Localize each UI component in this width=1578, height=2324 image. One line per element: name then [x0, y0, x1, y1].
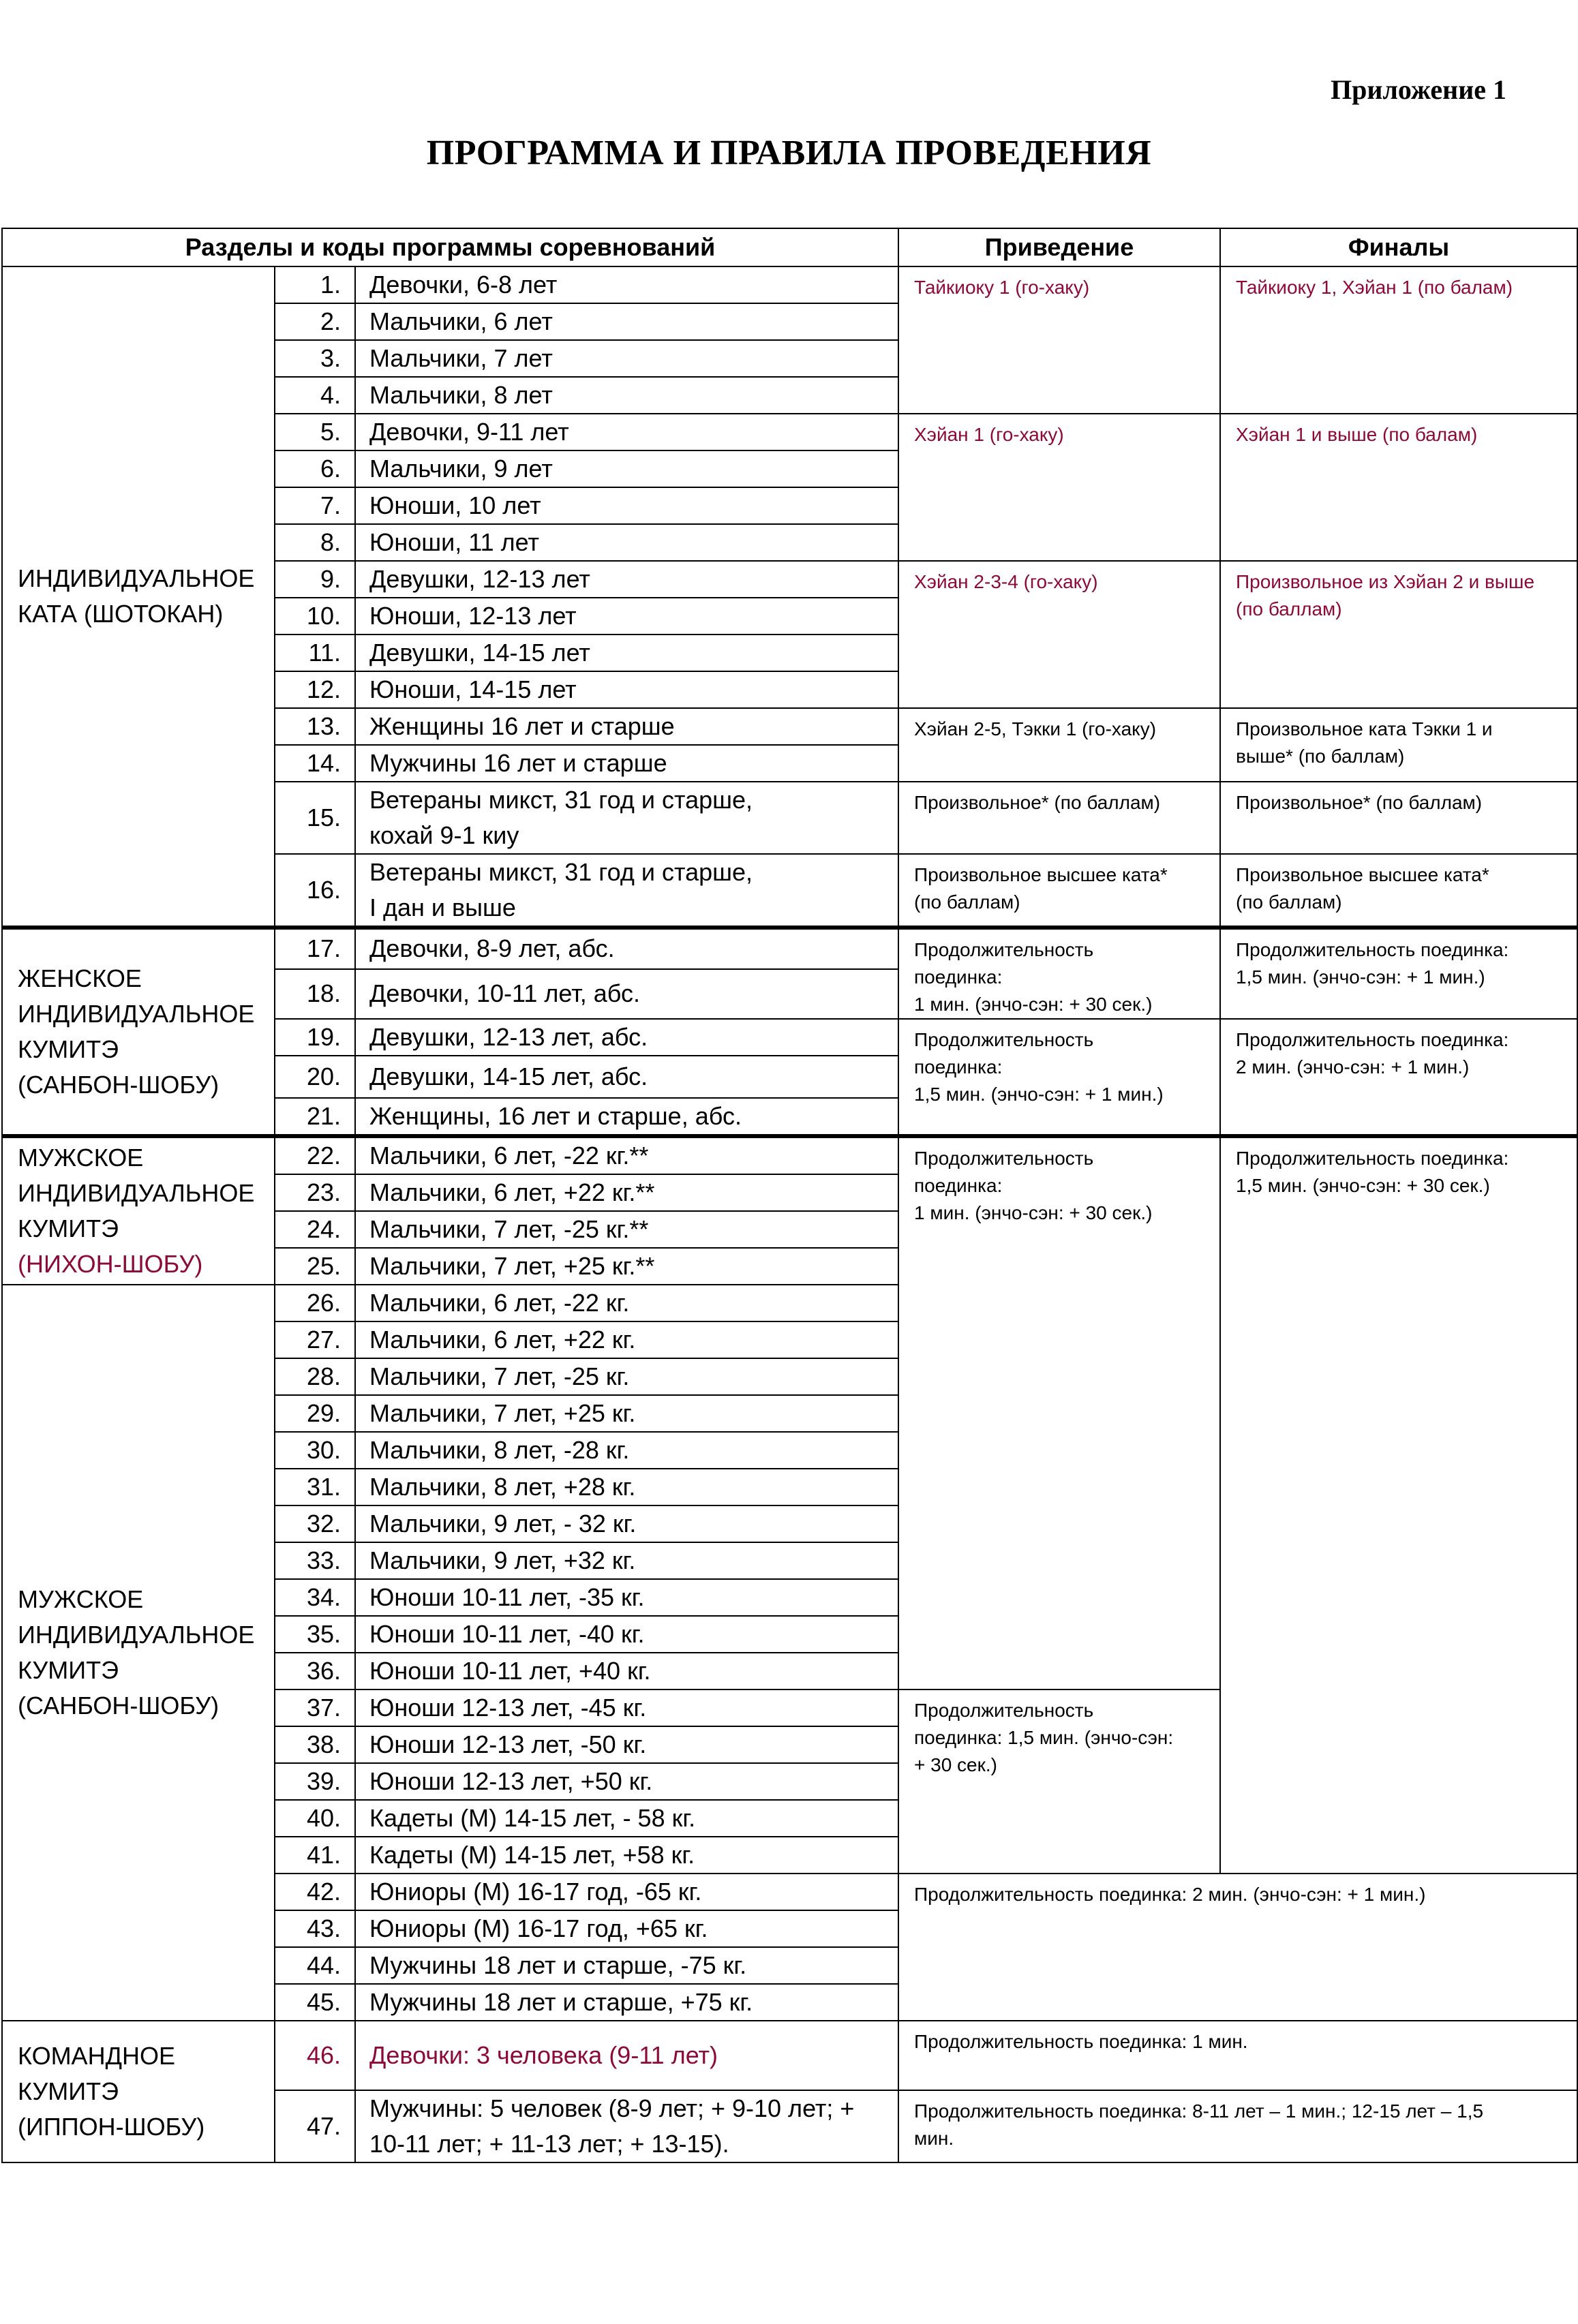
section-line: КУМИТЭ: [18, 2077, 119, 2105]
row-category: Кадеты (М) 14-15 лет, +58 кг.: [355, 1837, 898, 1874]
row-number: 47.: [275, 2090, 355, 2162]
row-number: 28.: [275, 1358, 355, 1395]
row-number: 8.: [275, 524, 355, 561]
row-number: 29.: [275, 1395, 355, 1432]
row-category: Мальчики, 7 лет, +25 кг.**: [355, 1248, 898, 1285]
section-line: ИНДИВИДУАЛЬНОЕ: [18, 1000, 255, 1028]
row-category: Юноши 10-11 лет, +40 кг.: [355, 1653, 898, 1690]
combined-rule-line: Продолжительность поединка: 8-11 лет – 1 мин.; 12-15 лет – 1,5: [914, 2100, 1484, 2122]
row-number: 26.: [275, 1285, 355, 1321]
prelim-rule: [898, 928, 1220, 1019]
combined-rule: Продолжительность поединка: 1 мин.: [898, 2021, 1577, 2090]
table-row: [2, 1136, 1577, 1174]
table-row: [2, 928, 1577, 969]
row-number: 27.: [275, 1321, 355, 1358]
appendix-label: Приложение 1: [1331, 74, 1506, 105]
row-category: Мальчики, 6 лет, +22 кг.: [355, 1321, 898, 1358]
row-number: 34.: [275, 1579, 355, 1616]
section-line: (САНБОН-ШОБУ): [18, 1692, 219, 1719]
row-number: 35.: [275, 1616, 355, 1653]
final-rule: [1220, 708, 1577, 782]
final-rule-line: выше* (по баллам): [1236, 746, 1405, 767]
row-category: Мужчины 16 лет и старше: [355, 745, 898, 782]
row-number: 33.: [275, 1542, 355, 1579]
row-category: Девушки, 14-15 лет, абс.: [355, 1056, 898, 1098]
row-category: Юноши 12-13 лет, +50 кг.: [355, 1763, 898, 1800]
final-rule-line: Продолжительность поединка:: [1236, 1148, 1509, 1169]
row-category: Мальчики, 8 лет, +28 кг.: [355, 1469, 898, 1505]
row-category: Юниоры (М) 16-17 год, -65 кг.: [355, 1874, 898, 1910]
row-category: Юноши, 11 лет: [355, 524, 898, 561]
combined-rule: [898, 2090, 1577, 2162]
prelim-rule-line: (по баллам): [914, 891, 1020, 913]
row-category: Девочки, 8-9 лет, абс.: [355, 928, 898, 969]
section-team-kumite: [2, 2021, 275, 2162]
section-line: МУЖСКОЕ: [18, 1144, 144, 1172]
row-category: Мальчики, 7 лет, -25 кг.**: [355, 1211, 898, 1248]
row-category: Мужчины 18 лет и старше, -75 кг.: [355, 1947, 898, 1984]
row-category: Девушки, 12-13 лет, абс.: [355, 1019, 898, 1056]
prelim-rule: Хэйан 2-5, Тэкки 1 (го-хаку): [898, 708, 1220, 782]
row-category: Женщины 16 лет и старше: [355, 708, 898, 745]
row-category-line: кохай 9-1 киу: [369, 821, 519, 849]
row-category: Мальчики, 6 лет, +22 кг.**: [355, 1174, 898, 1211]
row-category: Мальчики, 7 лет: [355, 340, 898, 377]
row-number: 4.: [275, 377, 355, 414]
section-men-kumite-sanbon: [2, 1285, 275, 2021]
final-rule: Тайкиоку 1, Хэйан 1 (по балам): [1220, 266, 1577, 414]
row-category: Кадеты (М) 14-15 лет, - 58 кг.: [355, 1800, 898, 1837]
section-kata-line2: КАТА (ШОТОКАН): [18, 600, 224, 628]
final-rule-line: Произвольное ката Тэкки 1 и: [1236, 718, 1493, 739]
row-number: 41.: [275, 1837, 355, 1874]
prelim-rule-line: 1 мин. (энчо-сэн: + 30 сек.): [914, 994, 1153, 1015]
row-number: 32.: [275, 1505, 355, 1542]
row-category: [355, 782, 898, 854]
row-category: Мальчики, 6 лет: [355, 303, 898, 340]
section-line: (ИППОН-ШОБУ): [18, 2113, 205, 2141]
row-number: 16.: [275, 854, 355, 928]
row-number: 24.: [275, 1211, 355, 1248]
row-number: 17.: [275, 928, 355, 969]
final-rule-line: Произвольное из Хэйан 2 и выше: [1236, 571, 1535, 592]
prelim-rule: Хэйан 2-3-4 (го-хаку): [898, 561, 1220, 708]
section-line: (НИХОН-ШОБУ): [18, 1250, 203, 1278]
prelim-rule-line: поединка: 1,5 мин. (энчо-сэн:: [914, 1727, 1174, 1748]
row-number: 25.: [275, 1248, 355, 1285]
row-number: 3.: [275, 340, 355, 377]
prelim-rule: Тайкиоку 1 (го-хаку): [898, 266, 1220, 414]
row-number: 10.: [275, 598, 355, 634]
prelim-rule: [898, 1690, 1220, 1874]
row-category: Юноши, 10 лет: [355, 487, 898, 524]
row-category: Мальчики, 9 лет: [355, 450, 898, 487]
final-rule-line: Продолжительность поединка:: [1236, 1029, 1509, 1050]
row-number: 15.: [275, 782, 355, 854]
row-number: 1.: [275, 266, 355, 303]
row-number: 37.: [275, 1690, 355, 1726]
section-line: КОМАНДНОЕ: [18, 2042, 175, 2070]
row-category: Мальчики, 6 лет, -22 кг.: [355, 1285, 898, 1321]
row-category: Женщины, 16 лет и старше, абс.: [355, 1098, 898, 1136]
row-category-line: Ветераны микст, 31 год и старше,: [369, 858, 753, 886]
row-number: 7.: [275, 487, 355, 524]
row-category: Юноши 10-11 лет, -35 кг.: [355, 1579, 898, 1616]
section-men-kumite-nihon: [2, 1136, 275, 1285]
section-kata-line1: ИНДИВИДУАЛЬНОЕ: [18, 564, 255, 592]
final-rule-line: 1,5 мин. (энчо-сэн: + 30 сек.): [1236, 1175, 1490, 1196]
final-rule: [1220, 854, 1577, 928]
row-category: Девочки, 10-11 лет, абс.: [355, 969, 898, 1019]
final-rule-line: 2 мин. (энчо-сэн: + 1 мин.): [1236, 1056, 1470, 1077]
row-category: Мальчики, 7 лет, +25 кг.: [355, 1395, 898, 1432]
row-category: [355, 2090, 898, 2162]
prelim-rule-line: поединка:: [914, 1056, 1003, 1077]
row-number: 20.: [275, 1056, 355, 1098]
row-number: 23.: [275, 1174, 355, 1211]
row-category: Мальчики, 6 лет, -22 кг.**: [355, 1136, 898, 1174]
final-rule-line: Произвольное высшее ката*: [1236, 864, 1489, 885]
row-category: Юноши 10-11 лет, -40 кг.: [355, 1616, 898, 1653]
prelim-rule-line: 1,5 мин. (энчо-сэн: + 1 мин.): [914, 1084, 1164, 1105]
final-rule: [1220, 1019, 1577, 1136]
row-number: 2.: [275, 303, 355, 340]
section-line: (САНБОН-ШОБУ): [18, 1071, 219, 1099]
prelim-rule-line: поединка:: [914, 1175, 1003, 1196]
table-row: [2, 2021, 1577, 2090]
row-category: Мужчины 18 лет и старше, +75 кг.: [355, 1984, 898, 2021]
row-category: Юниоры (М) 16-17 год, +65 кг.: [355, 1910, 898, 1947]
row-number: 44.: [275, 1947, 355, 1984]
section-line: КУМИТЭ: [18, 1656, 119, 1684]
section-line: ЖЕНСКОЕ: [18, 964, 142, 992]
row-number: 42.: [275, 1874, 355, 1910]
row-category: Девочки, 9-11 лет: [355, 414, 898, 450]
section-women-kumite: [2, 928, 275, 1136]
prelim-rule-line: 1 мин. (энчо-сэн: + 30 сек.): [914, 1202, 1153, 1223]
row-number: 45.: [275, 1984, 355, 2021]
row-number: 31.: [275, 1469, 355, 1505]
prelim-rule: [898, 1019, 1220, 1136]
prelim-rule-line: Продолжительность: [914, 1148, 1094, 1169]
row-category: Юноши, 14-15 лет: [355, 671, 898, 708]
section-line: КУМИТЭ: [18, 1214, 119, 1242]
prelim-rule: Произвольное* (по баллам): [898, 782, 1220, 854]
row-number: 19.: [275, 1019, 355, 1056]
row-category-line: I дан и выше: [369, 893, 516, 921]
table-header-row: [2, 228, 1577, 266]
row-category: Мальчики, 8 лет, -28 кг.: [355, 1432, 898, 1469]
section-line: КУМИТЭ: [18, 1035, 119, 1063]
row-number: 13.: [275, 708, 355, 745]
prelim-rule: [898, 1136, 1220, 1690]
page-title: ПРОГРАММА И ПРАВИЛА ПРОВЕДЕНИЯ: [426, 134, 1152, 172]
prelim-rule-line: Продолжительность: [914, 1700, 1094, 1721]
row-category: Девочки: 3 человека (9-11 лет): [355, 2021, 898, 2090]
final-rule: [1220, 928, 1577, 1019]
row-number: 5.: [275, 414, 355, 450]
row-number: 43.: [275, 1910, 355, 1947]
row-category: Девочки, 6-8 лет: [355, 266, 898, 303]
row-number: 6.: [275, 450, 355, 487]
section-line: ИНДИВИДУАЛЬНОЕ: [18, 1179, 255, 1207]
row-number: 12.: [275, 671, 355, 708]
final-rule-line: (по баллам): [1236, 891, 1342, 913]
row-number: 36.: [275, 1653, 355, 1690]
final-rule: [1220, 561, 1577, 708]
row-number: 21.: [275, 1098, 355, 1136]
prelim-rule-line: Продолжительность: [914, 1029, 1094, 1050]
combined-rule: Продолжительность поединка: 2 мин. (энчо-сэн: + 1 мин.): [898, 1874, 1577, 2021]
section-line: ИНДИВИДУАЛЬНОЕ: [18, 1621, 255, 1649]
row-category: Мальчики, 9 лет, - 32 кг.: [355, 1505, 898, 1542]
final-rule: Хэйан 1 и выше (по балам): [1220, 414, 1577, 561]
row-number: 9.: [275, 561, 355, 598]
column-header-sections: Разделы и коды программы соревнований: [2, 228, 898, 266]
row-category: Мальчики, 9 лет, +32 кг.: [355, 1542, 898, 1579]
final-rule-line: Продолжительность поединка:: [1236, 939, 1509, 960]
prelim-rule-line: Произвольное высшее ката*: [914, 864, 1168, 885]
row-category-line: 10-11 лет; + 11-13 лет; + 13-15).: [369, 2130, 729, 2158]
row-category: Юноши 12-13 лет, -45 кг.: [355, 1690, 898, 1726]
prelim-rule-line: Продолжительность: [914, 939, 1094, 960]
prelim-rule: [898, 854, 1220, 928]
row-number: 39.: [275, 1763, 355, 1800]
final-rule-line: (по баллам): [1236, 598, 1342, 620]
row-number: 14.: [275, 745, 355, 782]
row-category: Мальчики, 8 лет: [355, 377, 898, 414]
row-category: [355, 854, 898, 928]
row-number: 46.: [275, 2021, 355, 2090]
row-category: Девушки, 14-15 лет: [355, 634, 898, 671]
row-number: 30.: [275, 1432, 355, 1469]
section-line: МУЖСКОЕ: [18, 1585, 144, 1613]
column-header-preliminary: Приведение: [898, 228, 1220, 266]
combined-rule-line: мин.: [914, 2128, 954, 2149]
final-rule: Произвольное* (по баллам): [1220, 782, 1577, 854]
row-category-line: Мужчины: 5 человек (8-9 лет; + 9-10 лет; +: [369, 2094, 855, 2122]
program-table: [1, 228, 1578, 2163]
row-category-line: Ветераны микст, 31 год и старше,: [369, 786, 753, 814]
row-number: 22.: [275, 1136, 355, 1174]
row-category: Девушки, 12-13 лет: [355, 561, 898, 598]
prelim-rule: Хэйан 1 (го-хаку): [898, 414, 1220, 561]
row-category: Мальчики, 7 лет, -25 кг.: [355, 1358, 898, 1395]
prelim-rule-line: поединка:: [914, 966, 1003, 988]
prelim-rule-line: + 30 сек.): [914, 1754, 997, 1775]
row-category: Юноши 12-13 лет, -50 кг.: [355, 1726, 898, 1763]
final-rule: [1220, 1136, 1577, 1874]
row-number: 11.: [275, 634, 355, 671]
row-number: 38.: [275, 1726, 355, 1763]
final-rule-line: 1,5 мин. (энчо-сэн: + 1 мин.): [1236, 966, 1485, 988]
table-row: [2, 266, 1577, 303]
row-number: 18.: [275, 969, 355, 1019]
row-category: Юноши, 12-13 лет: [355, 598, 898, 634]
column-header-finals: Финалы: [1220, 228, 1577, 266]
row-number: 40.: [275, 1800, 355, 1837]
section-kata: [2, 266, 275, 928]
